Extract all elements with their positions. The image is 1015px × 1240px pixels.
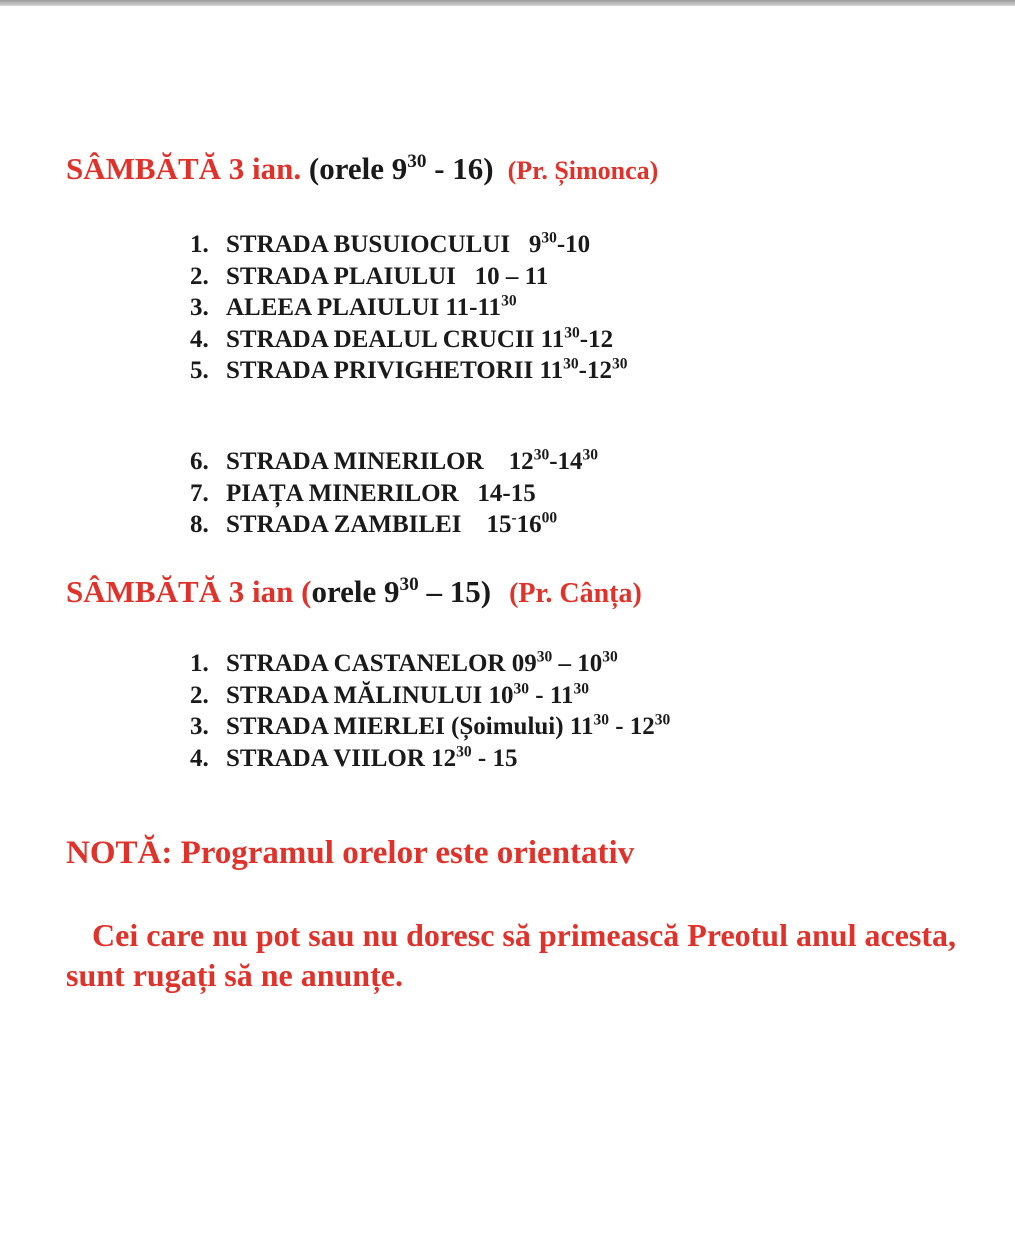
list-item-time: - 11 [529,681,574,709]
list-item-time-sup: 30 [573,679,589,697]
street-list-item [190,743,670,775]
street-list-item [190,509,598,541]
note-text: NOTĂ: Programul orelor este orientativ [66,835,635,871]
list-item-number: 3. [190,713,209,740]
list-item-time-sup: 00 [541,509,558,527]
list-item-time: -12 [579,325,614,353]
street-list-item [190,446,598,478]
list-item-time-sup: 30 [456,742,472,760]
list-item-street: STRADA MĂLINULUI 10 [226,681,514,709]
list-item-time: 16 [516,511,542,538]
list-item-number: 1. [190,650,209,677]
list-item-time-sup: 30 [564,323,580,341]
list-item-number: 2. [190,681,209,709]
list-item-time-sup: 30 [563,355,579,373]
street-list-item [190,229,627,261]
list-item-time-sup: 30 [541,229,557,247]
list-item-street: STRADA DEALUL CRUCII 11 [226,325,565,353]
list-item-time-sup: 30 [582,446,599,464]
street-list-item [190,478,598,510]
list-item-number: 4. [190,325,209,353]
list-item-time: - 12 [608,713,655,740]
list-item-street: PIAȚA MINERILOR 14-15 [226,479,536,507]
section2-priest: (Pr. Cânța) [509,578,642,609]
list-item-time-sup: 30 [611,355,628,373]
list-item-number: 4. [190,744,209,772]
list-item-number: 3. [190,294,209,321]
list-item-time-sup: - [511,509,517,527]
section1-priest: (Pr. Șimonca) [507,156,659,185]
list-item-street: STRADA PLAIULUI 10 – 11 [226,262,549,290]
list-item-street: ALEEA PLAIULUI 11-11 [226,294,502,321]
street-list-item [190,680,670,712]
list-item-time-sup: 30 [501,292,517,310]
street-list-item [190,261,627,293]
announcement-message [66,915,966,995]
street-list-item [190,292,627,324]
section1-street-list [190,229,627,387]
section2-day: SÂMBĂTĂ 3 ian ( [66,574,312,609]
list-item-street: STRADA BUSUIOCULUI 9 [226,231,542,258]
section2-hours: orele $9^{30} - 15$) [311,574,492,609]
section1-street-list-continued [190,446,598,541]
section2-street-list [190,648,670,774]
list-item-street: STRADA PRIVIGHETORII 11 [226,357,564,384]
street-list-item [190,355,627,387]
list-item-time: -10 [556,231,591,258]
list-item-number: 6. [190,448,209,475]
street-list-item [190,648,670,680]
top-border [0,0,1015,6]
list-item-time: -12 [578,357,612,384]
announcement-text: Cei care nu pot sau nu doresc să primească Preotul anul acesta, sunt rugați să ne anunțe. [66,917,956,993]
list-item-street: STRADA ZAMBILEI 15 [226,511,512,538]
list-item-number: 5. [190,357,209,384]
list-item-number: 8. [190,511,209,538]
list-item-time-sup: 30 [654,711,671,729]
list-item-street: STRADA VIILOR 12 [226,744,457,772]
section2-heading [66,574,642,612]
section1-heading [66,151,658,189]
list-item-street: STRADA MIERLEI (Șoimului) 11 [226,713,594,740]
list-item-time-sup: 30 [602,648,618,666]
street-list-item [190,711,670,743]
list-item-time: – 10 [552,650,603,677]
list-item-time: - 15 [471,744,518,772]
list-item-number: 1. [190,231,209,258]
section1-hours: (orele $9^{30} - 16$) [308,151,494,186]
list-item-time-sup: 30 [533,446,550,464]
list-item-time-sup: 30 [593,711,609,729]
street-list-item [190,324,627,356]
section1-day: SÂMBĂTĂ 3 ian. [66,151,302,186]
list-item-time-sup: 30 [513,679,530,697]
list-item-time: -14 [549,448,583,475]
list-item-street: STRADA MINERILOR 12 [226,448,534,475]
list-item-street: STRADA CASTANELOR 09 [226,650,537,677]
list-item-number: 7. [190,479,209,507]
list-item-number: 2. [190,262,209,290]
list-item-time-sup: 30 [536,648,553,666]
